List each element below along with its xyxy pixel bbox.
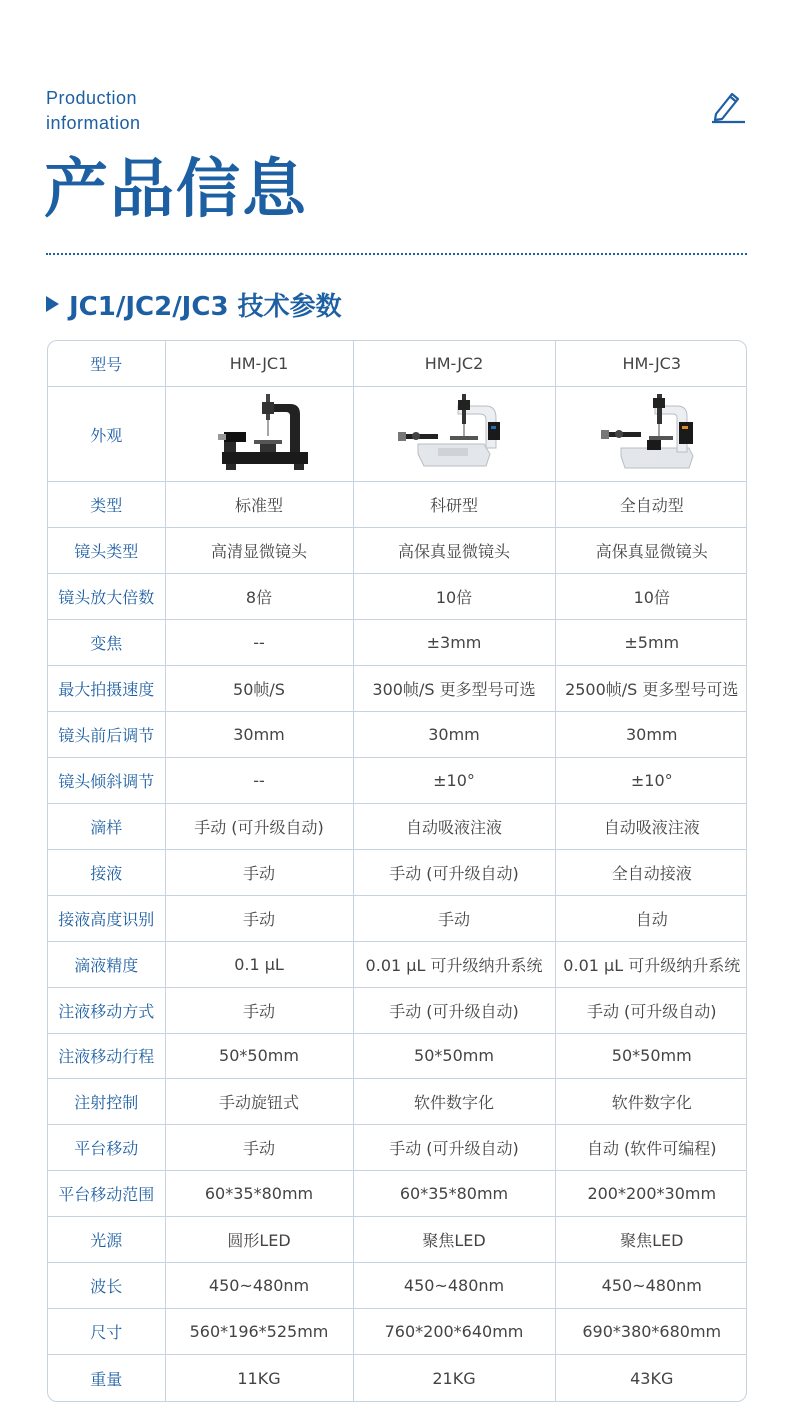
row-value-cell-jc1: 450~480nm: [165, 1263, 353, 1309]
row-label-cell: 镜头前后调节: [48, 711, 165, 757]
row-label-cell: 尺寸: [48, 1309, 165, 1355]
product-image-jc2: [353, 387, 555, 481]
row-label-cell: 平台移动: [48, 1125, 165, 1171]
row-label-cell: 注射控制: [48, 1079, 165, 1125]
row-value-cell-jc2: 聚焦LED: [353, 1217, 555, 1263]
table-row: [48, 803, 747, 849]
model-cell-jc3: HM-JC3: [555, 341, 747, 387]
row-value-cell-jc1: --: [165, 619, 353, 665]
row-label-cell: 波长: [48, 1263, 165, 1309]
row-value-cell-jc2: 手动 (可升级自动): [353, 1125, 555, 1171]
row-value-cell-jc3: 全自动型: [555, 481, 747, 527]
table-row: [48, 711, 747, 757]
dotted-divider: [46, 253, 747, 255]
table-row: [48, 1033, 747, 1079]
row-value-cell-jc2: 30mm: [353, 711, 555, 757]
header-english-line1: Production: [46, 88, 138, 108]
row-value-cell-jc1: 手动 (可升级自动): [165, 803, 353, 849]
row-label-cell: 滴液精度: [48, 941, 165, 987]
row-value-cell-jc2: 高保真显微镜头: [353, 527, 555, 573]
row-value-cell-jc3: 2500帧/S 更多型号可选: [555, 665, 747, 711]
row-value-cell-jc3: 高保真显微镜头: [555, 527, 747, 573]
row-label-cell: 镜头类型: [48, 527, 165, 573]
row-value-cell-jc3: 43KG: [630, 1368, 674, 1388]
header-label-cell: 型号: [48, 341, 165, 387]
spec-table: [47, 340, 747, 1402]
row-label-cell: 注液移动行程: [48, 1033, 165, 1079]
row-value-cell-jc2: 50*50mm: [353, 1033, 555, 1079]
row-value-cell-jc1: 11KG: [165, 1355, 353, 1401]
row-label-cell: 变焦: [48, 619, 165, 665]
row-value-cell-jc2: 0.01 μL 可升级纳升系统: [353, 941, 555, 987]
row-value-cell-jc3: 自动: [555, 895, 747, 941]
table-row: [48, 849, 747, 895]
header-english: [46, 86, 141, 136]
row-label-cell: 重量: [48, 1355, 165, 1401]
pencil-edit-icon[interactable]: [708, 86, 748, 126]
row-value-cell-jc3: 软件数字化: [555, 1079, 747, 1125]
row-value-cell-jc3: 10倍: [555, 573, 747, 619]
row-value-cell-jc1: 高清显微镜头: [165, 527, 353, 573]
table-row: [48, 1263, 747, 1309]
row-label-cell: 接液高度识别: [48, 895, 165, 941]
row-value-cell-jc2: 60*35*80mm: [353, 1171, 555, 1217]
row-value-cell-jc1: 手动旋钮式: [165, 1079, 353, 1125]
row-label-cell: 光源: [48, 1217, 165, 1263]
table-row: [48, 895, 747, 941]
row-value-cell-jc1: --: [165, 757, 353, 803]
table-row: [48, 1171, 747, 1217]
section-heading: [46, 286, 342, 322]
product-jc2-icon: [394, 392, 514, 476]
row-value-cell-jc2: 自动吸液注液: [353, 803, 555, 849]
row-value-cell-jc1: 560*196*525mm: [165, 1309, 353, 1355]
model-cell-jc2: HM-JC2: [353, 341, 555, 387]
row-value-cell-jc1: 60*35*80mm: [165, 1171, 353, 1217]
row-value-cell-jc2: 10倍: [353, 573, 555, 619]
row-label-cell: 镜头倾斜调节: [48, 757, 165, 803]
table-row: [48, 757, 747, 803]
section-title: JC1/JC2/JC3 技术参数: [69, 291, 342, 322]
row-value-cell-jc2: 软件数字化: [353, 1079, 555, 1125]
row-value-cell-jc1: 8倍: [165, 573, 353, 619]
row-value-cell-jc2: 手动 (可升级自动): [353, 987, 555, 1033]
row-value-cell-jc2: 300帧/S 更多型号可选: [353, 665, 555, 711]
row-value-cell-jc3: 30mm: [555, 711, 747, 757]
row-value-cell-jc3: ±5mm: [555, 619, 747, 665]
row-label-cell: 平台移动范围: [48, 1171, 165, 1217]
triangle-bullet-icon: [46, 296, 59, 312]
table-row: [48, 1309, 747, 1355]
row-value-cell-jc2: ±10°: [353, 757, 555, 803]
table-header-row: [48, 341, 747, 387]
row-value-cell-jc1: 50*50mm: [165, 1033, 353, 1079]
row-value-cell-jc2: 科研型: [353, 481, 555, 527]
table-row: [48, 1217, 747, 1263]
row-value-cell-jc3: ±10°: [555, 757, 747, 803]
row-value-cell-jc1: 50帧/S: [165, 665, 353, 711]
row-label-cell: 类型: [48, 481, 165, 527]
row-value-cell-jc3: 0.01 μL 可升级纳升系统: [555, 941, 747, 987]
row-value-cell-jc3: 全自动接液: [555, 849, 747, 895]
row-label-cell: 接液: [48, 849, 165, 895]
row-label-cell: 注液移动方式: [48, 987, 165, 1033]
row-label-cell: 最大拍摄速度: [48, 665, 165, 711]
row-value-cell-jc1: 0.1 μL: [165, 941, 353, 987]
table-row: [48, 1079, 747, 1125]
row-value-cell-jc1: 圆形LED: [165, 1217, 353, 1263]
row-value-cell-jc1: 标准型: [165, 481, 353, 527]
table-row: [48, 665, 747, 711]
row-value-cell-jc2: 手动 (可升级自动): [353, 849, 555, 895]
row-value-cell-jc1: 手动: [165, 895, 353, 941]
row-value-cell-jc2: 21KG: [353, 1355, 555, 1401]
row-value-cell-jc3: 50*50mm: [555, 1033, 747, 1079]
row-value-cell-jc2: 手动: [353, 895, 555, 941]
appearance-label-cell: 外观: [48, 387, 165, 481]
table-row: [48, 527, 747, 573]
row-value-cell-jc2: 450~480nm: [353, 1263, 555, 1309]
row-value-cell-jc1: 30mm: [165, 711, 353, 757]
row-value-cell-jc1: 手动: [165, 987, 353, 1033]
table-row: [48, 987, 747, 1033]
row-value-cell-jc3: 200*200*30mm: [555, 1171, 747, 1217]
product-jc3-icon: [597, 392, 707, 476]
row-label-cell: 滴样: [48, 803, 165, 849]
table-row: [48, 619, 747, 665]
row-value-cell-jc1: 手动: [165, 849, 353, 895]
row-value-cell-jc3: 自动吸液注液: [555, 803, 747, 849]
table-row: [48, 1125, 747, 1171]
table-row: [48, 481, 747, 527]
row-value-cell-jc2: ±3mm: [353, 619, 555, 665]
row-value-cell-jc3: 450~480nm: [555, 1263, 747, 1309]
model-cell-jc1: HM-JC1: [165, 341, 353, 387]
header-english-line2: information: [46, 113, 141, 133]
row-value-cell-jc1: 手动: [165, 1125, 353, 1171]
product-image-jc3: [555, 387, 747, 481]
row-value-cell-jc3: 手动 (可升级自动): [555, 987, 747, 1033]
table-row: [48, 1355, 747, 1401]
row-value-cell-jc3: 聚焦LED: [555, 1217, 747, 1263]
row-value-cell-jc3: 690*380*680mm: [555, 1309, 747, 1355]
product-image-jc1: [165, 387, 353, 481]
row-value-cell-jc3: 自动 (软件可编程): [555, 1125, 747, 1171]
appearance-row: [48, 387, 747, 481]
row-value-cell-jc2: 760*200*640mm: [353, 1309, 555, 1355]
row-label-cell: 镜头放大倍数: [48, 573, 165, 619]
table-row: [48, 941, 747, 987]
product-jc1-icon: [204, 392, 314, 476]
table-row: [48, 573, 747, 619]
page-title: 产品信息: [44, 152, 308, 227]
